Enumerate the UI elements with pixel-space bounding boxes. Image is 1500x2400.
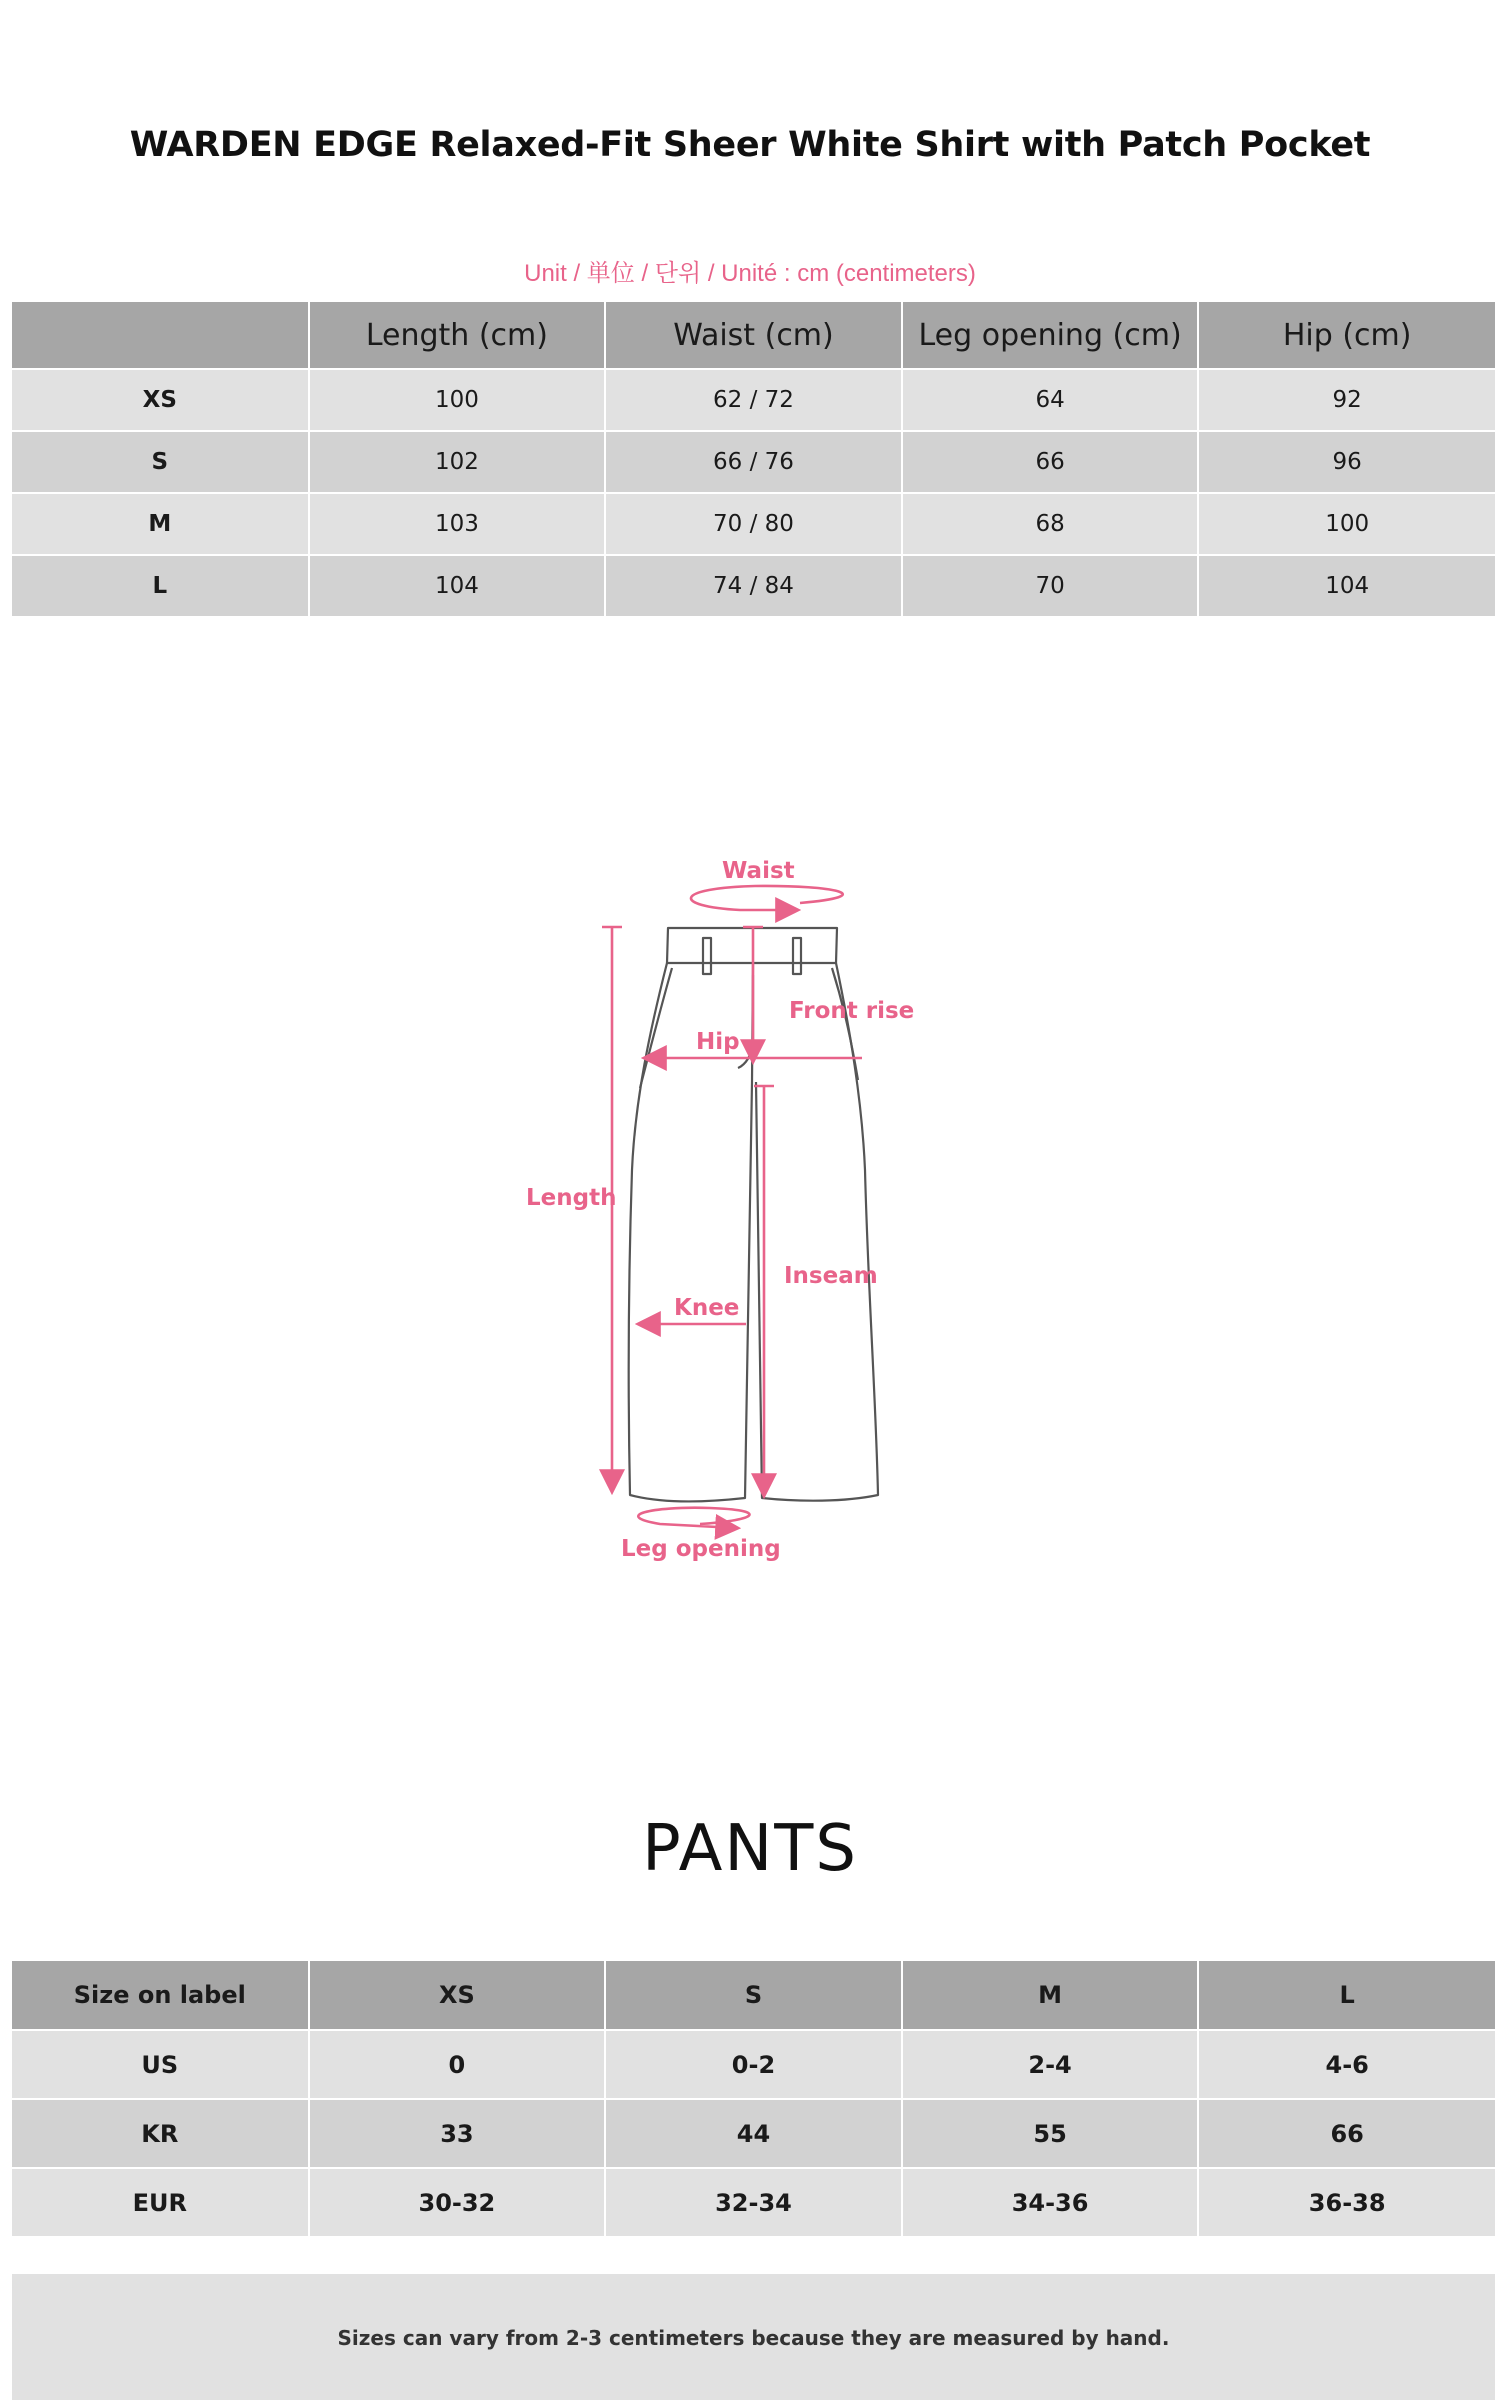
leg-opening-arrow xyxy=(638,1508,749,1528)
label-hip: Hip xyxy=(696,1029,740,1055)
size-cell: L xyxy=(12,555,309,617)
header-cell-waist: Waist (cm) xyxy=(605,302,902,369)
unit-note: Unit / 単位 / 단위 / Unité : cm (centimeters) xyxy=(524,260,976,287)
region-cell: US xyxy=(12,2030,309,2099)
table-row xyxy=(12,2168,1495,2237)
waist-cell: 70 / 80 xyxy=(605,493,902,555)
waist-arrow xyxy=(691,886,843,910)
label-leg-opening: Leg opening xyxy=(621,1536,781,1562)
label-length: Length xyxy=(526,1185,617,1211)
length-cell: 102 xyxy=(309,431,606,493)
leg-opening-cell: 70 xyxy=(902,555,1199,617)
size-value-cell: 33 xyxy=(309,2099,606,2168)
header-cell-size-on-label: Size on label xyxy=(12,1961,309,2030)
measurement-header-row xyxy=(12,302,1495,369)
size-value-cell: 2-4 xyxy=(902,2030,1199,2099)
label-waist: Waist xyxy=(722,858,795,884)
size-value-cell: 44 xyxy=(605,2099,902,2168)
length-cell: 104 xyxy=(309,555,606,617)
leg-opening-cell: 66 xyxy=(902,431,1199,493)
table-row xyxy=(12,431,1495,493)
size-value-cell: 30-32 xyxy=(309,2168,606,2237)
size-value-cell: 66 xyxy=(1198,2099,1495,2168)
measurement-marks xyxy=(602,886,862,1528)
leg-opening-cell: 64 xyxy=(902,369,1199,431)
section-heading: PANTS xyxy=(642,1812,858,1886)
table-row xyxy=(12,555,1495,617)
table-row xyxy=(12,2099,1495,2168)
pocket-right xyxy=(832,968,858,1080)
right-leg-outline xyxy=(756,963,878,1501)
label-front-rise: Front rise xyxy=(789,998,915,1024)
length-cell: 103 xyxy=(309,493,606,555)
region-cell: KR xyxy=(12,2099,309,2168)
label-inseam: Inseam xyxy=(784,1263,878,1289)
header-cell-leg-opening: Leg opening (cm) xyxy=(902,302,1199,369)
size-value-cell: 55 xyxy=(902,2099,1199,2168)
label-knee: Knee xyxy=(674,1295,740,1321)
header-cell-size: M xyxy=(902,1961,1199,2030)
header-cell-size: L xyxy=(1198,1961,1495,2030)
header-cell-size: XS xyxy=(309,1961,606,2030)
footnote-box xyxy=(12,2274,1495,2400)
page-title: WARDEN EDGE Relaxed-Fit Sheer White Shirt with Patch Pocket xyxy=(129,125,1371,165)
size-value-cell: 34-36 xyxy=(902,2168,1199,2237)
fly-stitch xyxy=(738,975,753,1068)
size-cell: XS xyxy=(12,369,309,431)
header-cell-length: Length (cm) xyxy=(309,302,606,369)
waist-cell: 62 / 72 xyxy=(605,369,902,431)
belt-loop-right xyxy=(793,938,801,974)
header-cell-blank xyxy=(12,302,309,369)
size-conversion-table xyxy=(12,1961,1495,2238)
region-cell: EUR xyxy=(12,2168,309,2237)
size-value-cell: 0 xyxy=(309,2030,606,2099)
table-row xyxy=(12,493,1495,555)
size-value-cell: 36-38 xyxy=(1198,2168,1495,2237)
size-value-cell: 0-2 xyxy=(605,2030,902,2099)
belt-loop-left xyxy=(703,938,711,974)
conversion-header-row xyxy=(12,1961,1495,2030)
hip-cell: 92 xyxy=(1198,369,1495,431)
table-row xyxy=(12,369,1495,431)
pocket-left xyxy=(640,968,672,1088)
waist-cell: 66 / 76 xyxy=(605,431,902,493)
size-value-cell: 4-6 xyxy=(1198,2030,1495,2099)
footnote-text: Sizes can vary from 2-3 centimeters because they are measured by hand. xyxy=(337,2326,1170,2350)
waist-cell: 74 / 84 xyxy=(605,555,902,617)
size-value-cell: 32-34 xyxy=(605,2168,902,2237)
table-row xyxy=(12,2030,1495,2099)
size-cell: M xyxy=(12,493,309,555)
size-cell: S xyxy=(12,431,309,493)
measurement-table xyxy=(12,302,1495,618)
pants-measurement-diagram xyxy=(500,840,980,1580)
length-cell: 100 xyxy=(309,369,606,431)
header-cell-size: S xyxy=(605,1961,902,2030)
hip-cell: 104 xyxy=(1198,555,1495,617)
header-cell-hip: Hip (cm) xyxy=(1198,302,1495,369)
leg-opening-cell: 68 xyxy=(902,493,1199,555)
hip-cell: 100 xyxy=(1198,493,1495,555)
hip-cell: 96 xyxy=(1198,431,1495,493)
pants-diagram-svg xyxy=(500,840,980,1580)
